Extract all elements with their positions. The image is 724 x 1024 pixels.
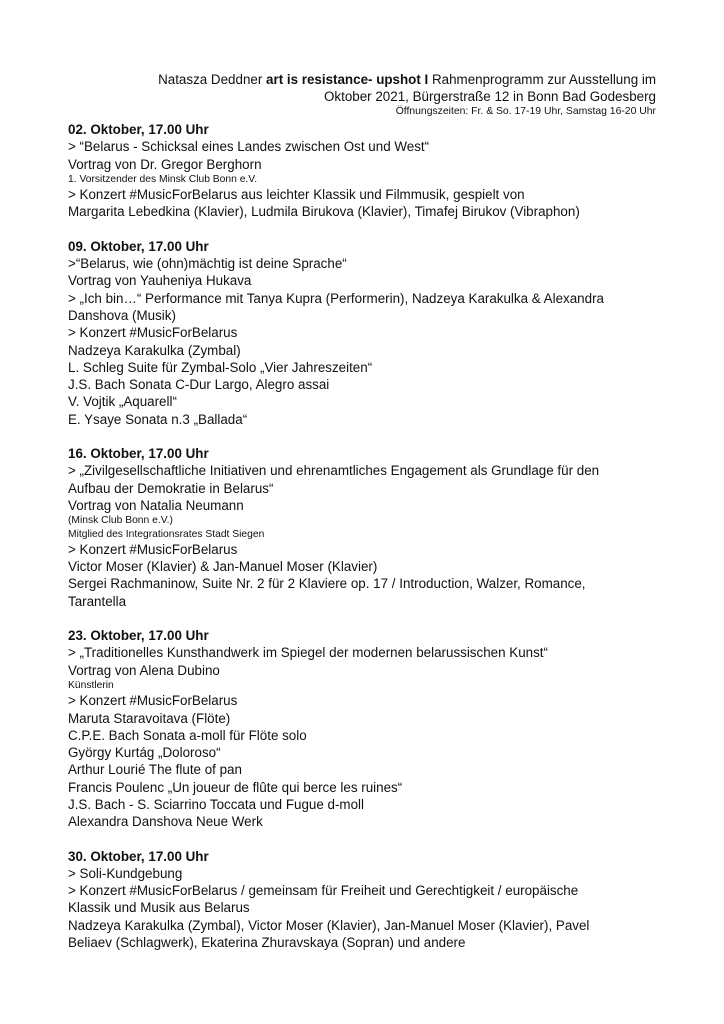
events-list: [68, 121, 668, 968]
event-line: Beliaev (Schlagwerk), Ekaterina Zhuravskaya (Sopran) und andere: [68, 935, 466, 951]
event-date: 23. Oktober, 17.00 Uhr: [68, 628, 209, 644]
event-line: J.S. Bach - S. Sciarrino Toccata und Fugue d-moll: [68, 796, 364, 812]
event-line: > Konzert #MusicForBelarus: [68, 693, 238, 709]
event-line: Nadzeya Karakulka (Zymbal): [68, 342, 241, 358]
event-line: L. Schleg Suite für Zymbal-Solo „Vier Jahreszeiten“: [68, 359, 373, 375]
event-line: Aufbau der Demokratie in Belarus“: [68, 480, 274, 496]
event-line: Vortrag von Alena Dubino: [68, 662, 220, 678]
event-note: Mitglied des Integrationsrates Stadt Siegen: [68, 528, 265, 540]
event-block: [68, 238, 668, 428]
event-line: Victor Moser (Klavier) & Jan-Manuel Moser (Klavier): [68, 559, 378, 575]
event-line: Nadzeya Karakulka (Zymbal), Victor Moser (Klavier), Jan-Manuel Moser (Klavier), Pavel: [68, 917, 590, 933]
event-block: [68, 627, 668, 831]
event-line: Alexandra Danshova Neue Werk: [68, 814, 263, 830]
event-line: C.P.E. Bach Sonata a-moll für Flöte solo: [68, 727, 307, 743]
event-line: > „Zivilgesellschaftliche Initiativen und ehrenamtliches Engagement als Grundlage für den: [68, 463, 600, 479]
event-line: > Konzert #MusicForBelarus / gemeinsam für Freiheit und Gerechtigkeit / europäische: [68, 883, 579, 899]
event-line: Vortrag von Dr. Gregor Berghorn: [68, 156, 262, 172]
event-line: > „Traditionelles Kunsthandwerk im Spiegel der modernen belarussischen Kunst“: [68, 645, 548, 661]
event-date: 30. Oktober, 17.00 Uhr: [68, 848, 209, 864]
event-line: > Soli-Kundgebung: [68, 865, 183, 881]
event-block: [68, 445, 668, 610]
event-line: > Konzert #MusicForBelarus: [68, 541, 238, 557]
event-line: Francis Poulenc „Un joueur de flûte qui berce les ruines“: [68, 779, 403, 795]
event-date: 16. Oktober, 17.00 Uhr: [68, 446, 209, 462]
event-note: Künstlerin: [68, 679, 114, 691]
event-line: > Konzert #MusicForBelarus aus leichter Klassik und Filmmusik, gespielt von: [68, 187, 525, 203]
event-line: Sergei Rachmaninow, Suite Nr. 2 für 2 Klaviere op. 17 / Introduction, Walzer, Romance,: [68, 576, 586, 592]
event-line: Vortrag von Yauheniya Hukava: [68, 273, 252, 289]
event-line: Arthur Lourié The flute of pan: [68, 762, 242, 778]
event-note: (Minsk Club Bonn e.V.): [68, 515, 173, 527]
header-date-address: Oktober 2021, Bürgerstraße 12 in Bonn Bad Godesberg: [324, 89, 656, 104]
event-line: J.S. Bach Sonata C-Dur Largo, Alegro assai: [68, 377, 330, 393]
event-line: Klassik und Musik aus Belarus: [68, 900, 250, 916]
event-line: György Kurtág „Doloroso“: [68, 745, 221, 761]
event-line: Vortrag von Natalia Neumann: [68, 497, 244, 513]
event-line: > “Belarus - Schicksal eines Landes zwischen Ost und West“: [68, 139, 430, 155]
event-line: V. Vojtik „Aquarell“: [68, 394, 177, 410]
event-block: [68, 848, 668, 952]
event-line: Margarita Lebedkina (Klavier), Ludmila Birukova (Klavier), Timafej Birukov (Vibraphon): [68, 204, 580, 220]
header-title-line: [60, 71, 656, 88]
event-date: 02. Oktober, 17.00 Uhr: [68, 122, 209, 137]
event-line: E. Ysaye Sonata n.3 „Ballada“: [68, 411, 248, 427]
event-line: >“Belarus, wie (ohn)mächtig ist deine Sprache“: [68, 256, 347, 272]
event-line: Tarantella: [68, 593, 127, 609]
event-date: 09. Oktober, 17.00 Uhr: [68, 238, 209, 254]
event-line: > Konzert #MusicForBelarus: [68, 325, 238, 341]
event-line: Maruta Staravoitava (Flöte): [68, 710, 231, 726]
event-note: 1. Vorsitzender des Minsk Club Bonn e.V.: [68, 173, 258, 185]
event-line: Danshova (Musik): [68, 307, 176, 323]
event-line: > „Ich bin…“ Performance mit Tanya Kupra (Performerin), Nadzeya Karakulka & Alexandra: [68, 290, 604, 306]
header-title-rest: Rahmenprogramm zur Ausstellung im: [428, 72, 656, 87]
header-exhibition-title: art is resistance- upshot I: [266, 72, 429, 87]
document-header: [60, 71, 656, 118]
event-block: [68, 121, 668, 221]
header-author: Natasza Deddner: [158, 72, 267, 87]
header-opening-hours: Öffnungszeiten: Fr. & So. 17-19 Uhr, Samstag 16-20 Uhr: [395, 106, 656, 117]
